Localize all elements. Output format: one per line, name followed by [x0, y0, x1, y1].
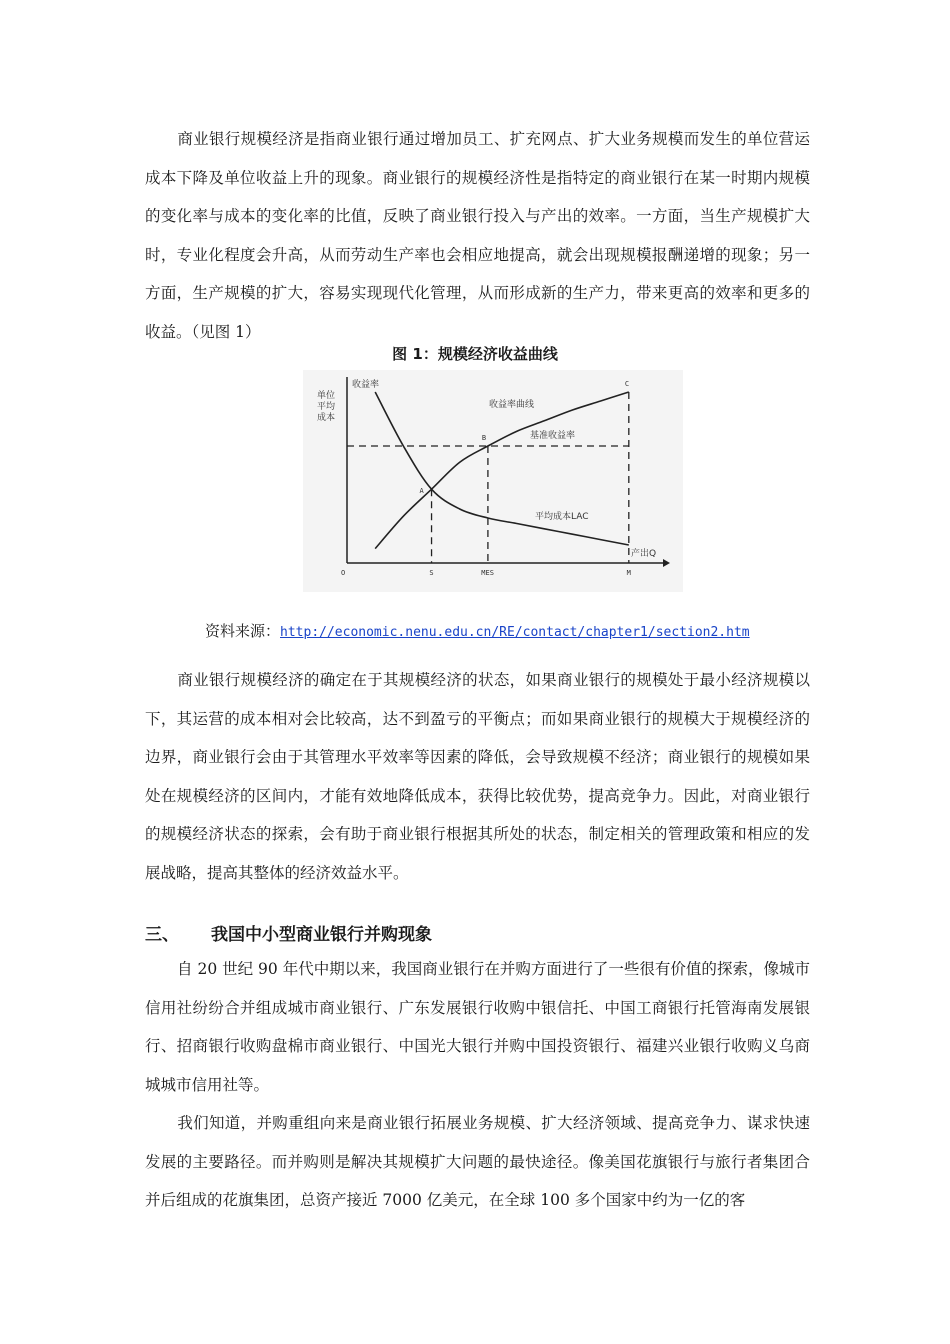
y-axis-side-label-3: 成本 [317, 413, 336, 423]
x-tick-label-m: M [626, 569, 631, 577]
figure-caption: 图 1：规模经济收益曲线 [392, 345, 558, 363]
revenue-rate-curve [375, 392, 629, 549]
figure-scale-economy-chart [303, 370, 683, 592]
y-axis-main-label: 收益率 [352, 380, 380, 390]
series-label-cost: 平均成本LAC [535, 512, 589, 522]
paragraph-scale-economy-definition: 商业银行规模经济是指商业银行通过增加员工、扩充网点、扩大业务规模而发生的单位营运成本下降及单位收益上升的现象。商业银行的规模经济性是指特定的商业银行在某一时期内规模的变化率与成本的变化率的比值，反映了商业银行投入与产出的效率。一方面，当生产规模扩大时，专业化程度会升高，从而劳动生产率也会相应地提高，就会出现规模报酬递增的现象；另一方面，生产规模的扩大，容易实现现代化管理，从而形成新的生产力，带来更高的效率和更多的收益。（见图 1） [145, 130, 810, 341]
x-axis-label: 产出Q [631, 549, 657, 559]
series-label-revenue: 收益率曲线 [489, 400, 535, 410]
benchmark-label: 基准收益率 [530, 431, 576, 441]
x-tick-label-s: S [429, 569, 434, 577]
point-label-c: C [624, 380, 630, 388]
y-axis-side-label-1: 单位 [317, 391, 336, 401]
source-link[interactable]: http://economic.nenu.edu.cn/RE/contact/chapter1/section2.htm [280, 625, 750, 640]
x-tick-label-o: O [341, 569, 346, 577]
paragraph-merger-significance: 我们知道，并购重组向来是商业银行拓展业务规模、扩大经济领域、提高竞争力、谋求快速发展的主要路径。而并购则是解决其规模扩大问题的最快途径。像美国花旗银行与旅行者集团合并后组成的花旗集团，总资产接近 7000 亿美元，在全球 100 多个国家中约为一亿的客 [145, 1114, 810, 1209]
point-label-a: A [419, 487, 424, 496]
average-cost-curve [375, 392, 629, 545]
figure-source: 资料来源：http://economic.nenu.edu.cn/RE/contact/chapter1/section2.htm [205, 622, 750, 640]
point-label-b: B [481, 434, 487, 442]
x-axis-arrow [663, 559, 670, 567]
paragraph-scale-economy-state: 商业银行规模经济的确定在于其规模经济的状态，如果商业银行的规模处于最小经济规模以下，其运营的成本相对会比较高，达不到盈亏的平衡点；而如果商业银行的规模大于规模经济的边界，商业银行会由于其管理水平效率等因素的降低，会导致规模不经济；商业银行的规模如果处在规模经济的区间内，才能有效地降低成本，获得比较优势，提高竞争力。因此，对商业银行的规模经济状态的探索，会有助于商业银行根据其所处的状态，制定相关的管理政策和相应的发展战略，提高其整体的经济效益水平。 [145, 671, 810, 882]
section-heading: 三、 我国中小型商业银行并购现象 [145, 925, 432, 945]
y-axis-side-label-2: 平均 [317, 402, 336, 412]
x-tick-label-mes: MES [481, 569, 494, 577]
chart-svg [303, 370, 683, 592]
paragraph-merger-history: 自 20 世纪 90 年代中期以来，我国商业银行在并购方面进行了一些很有价值的探索，像城市信用社纷纷合并组成城市商业银行、广东发展银行收购中银信托、中国工商银行托管海南发展银行、招商银行收购盘棉市商业银行、中国光大银行并购中国投资银行、福建兴业银行收购义乌商城城市信用社等。 [145, 960, 810, 1094]
